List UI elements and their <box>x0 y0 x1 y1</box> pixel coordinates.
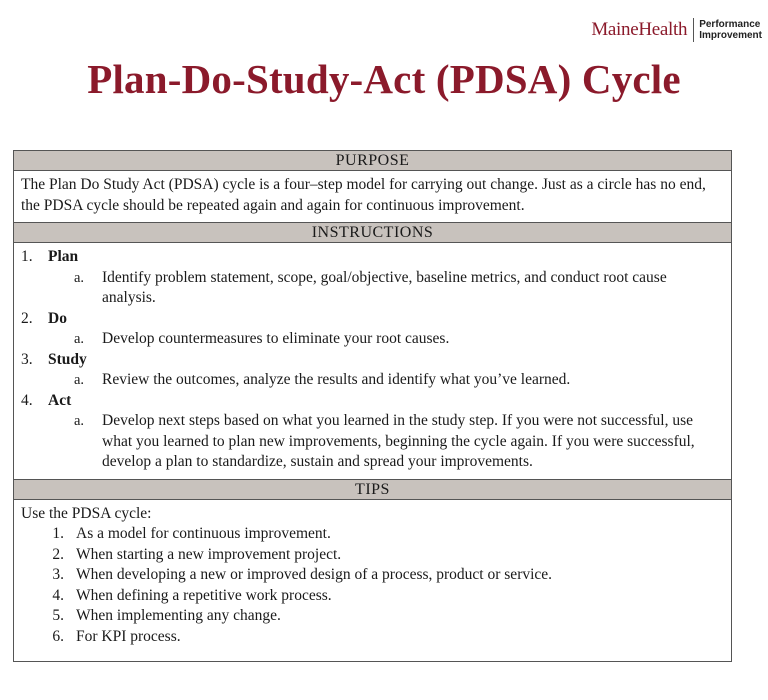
logo-name: MaineHealth <box>591 18 694 42</box>
sub-text: Develop countermeasures to eliminate your root causes. <box>102 330 450 347</box>
tip-text: When defining a repetitive work process. <box>76 586 332 604</box>
logo-dept-line1: Performance <box>699 19 761 30</box>
step-title: Do <box>48 309 67 327</box>
tip-number: 2. <box>52 545 64 563</box>
tip-number: 5. <box>52 607 64 624</box>
tip-text: When starting a new improvement project. <box>76 545 342 563</box>
page-title: Plan-Do-Study-Act (PDSA) Cycle <box>87 56 681 102</box>
tips-section <box>14 500 731 662</box>
step-title: Act <box>48 391 72 409</box>
logo-dept-line2: Improvement <box>699 30 762 41</box>
step-number: 4. <box>21 391 33 409</box>
sub-letter: a. <box>74 331 85 347</box>
sub-text: Identify problem statement, scope, goal/objective, baseline metrics, and conduct root cause analysis. <box>102 268 667 306</box>
sub-text: Review the outcomes, analyze the results and identify what you’ve learned. <box>102 371 571 388</box>
step-number: 1. <box>21 248 33 265</box>
pdsa-table <box>13 150 732 662</box>
tip-text: When developing a new or improved design of a process, product or service. <box>76 566 553 583</box>
step-do <box>14 309 731 350</box>
sub-letter: a. <box>74 372 85 388</box>
step-study <box>14 350 731 391</box>
tip-item <box>14 606 731 627</box>
tip-number: 6. <box>52 627 64 645</box>
step-title: Plan <box>48 248 79 265</box>
tip-text: As a model for continuous improvement. <box>76 525 331 542</box>
tip-item <box>14 586 731 607</box>
step-title: Study <box>48 350 87 368</box>
step-plan <box>14 247 731 309</box>
purpose-text: The Plan Do Study Act (PDSA) cycle is a four–step model for carrying out change. Just as a circle has no end, the PDSA cycle should be repeated again and again for continuous improvement. <box>21 176 706 214</box>
sub-letter: a. <box>74 269 85 286</box>
tip-item <box>14 545 731 566</box>
instructions-list <box>14 243 731 479</box>
tip-item <box>14 565 731 586</box>
instructions-header: INSTRUCTIONS <box>14 222 731 243</box>
mainehealth-logo <box>591 18 762 42</box>
sub-letter: a. <box>74 413 85 429</box>
tip-number: 3. <box>52 566 64 583</box>
step-act <box>14 391 731 473</box>
tip-text: For KPI process. <box>76 627 181 645</box>
step-number: 2. <box>21 309 33 327</box>
tips-header: TIPS <box>14 479 731 500</box>
step-number: 3. <box>21 350 33 368</box>
tip-item <box>14 627 731 648</box>
purpose-header: PURPOSE <box>14 151 731 171</box>
tips-intro: Use the PDSA cycle: <box>21 504 152 522</box>
tip-number: 4. <box>52 586 64 604</box>
sub-text: Develop next steps based on what you learned in the study step. If you were not successful, use what you learned to plan new improvements, beginning the cycle again. If you were successful, develop a plan to standardize, sustain and spread your improvements. <box>102 412 695 470</box>
tip-text: When implementing any change. <box>76 607 281 624</box>
logo-department <box>694 19 762 41</box>
tip-item <box>14 524 731 545</box>
tip-number: 1. <box>52 525 64 542</box>
